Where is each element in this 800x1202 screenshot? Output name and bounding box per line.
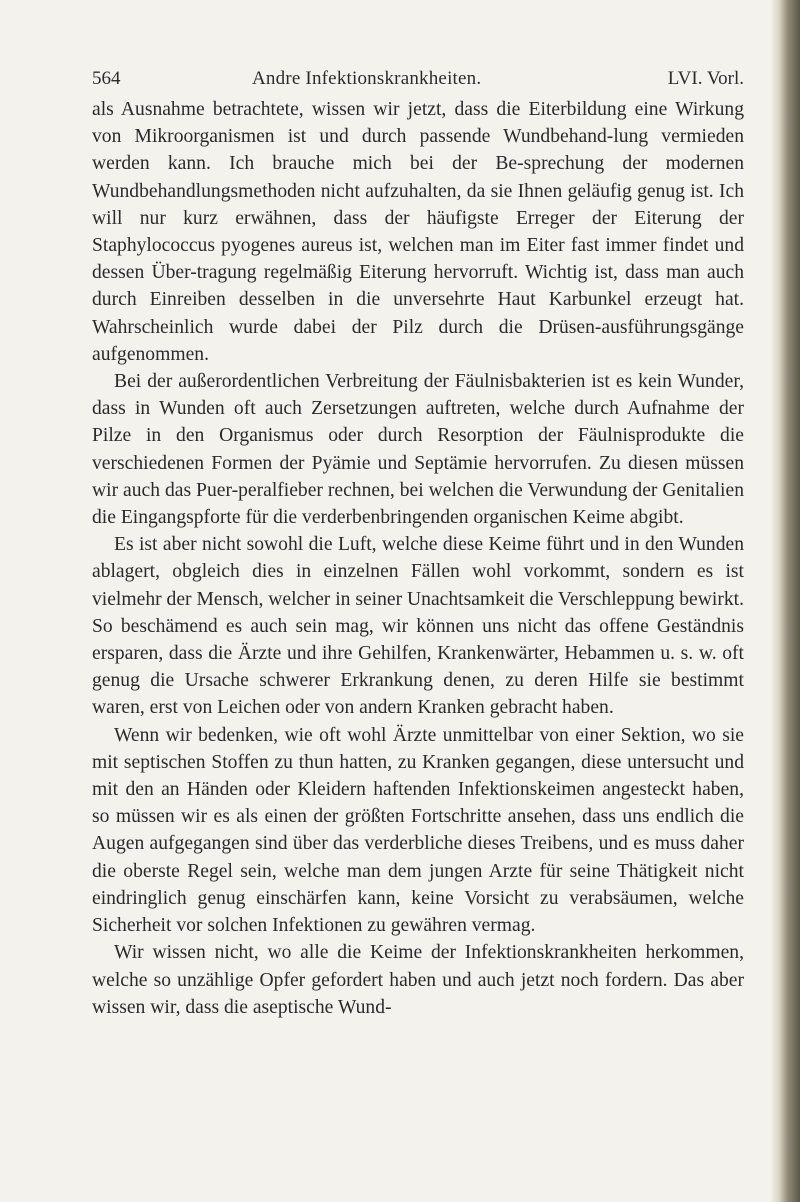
book-spine-shadow (770, 0, 800, 1202)
page-number: 564 (92, 68, 121, 89)
paragraph-5: Wir wissen nicht, wo alle die Keime der Infektionskrankheiten herkommen, welche so unzählige Opfer gefordert haben und auch jetzt noch fordern. Das aber wissen wir, dass die aseptische Wund- (92, 942, 744, 1018)
paragraph-2: Bei der außerordentlichen Verbreitung der Fäulnisbakterien ist es kein Wunder, dass in Wunden oft auch Zersetzungen auftreten, welche durch Aufnahme der Pilze in den Organismus oder durch Resorption der Fäulnisprodukte die verschiedenen Formen der Pyämie und Septämie hervorrufen. Zu diesen müssen wir auch das Puer-peralfieber rechnen, bei welchen die Verwundung der Genitalien die Eingangspforte für die verderbenbringenden organischen Keime abgibt. (92, 371, 744, 529)
running-header (92, 68, 744, 96)
paragraph-3: Es ist aber nicht sowohl die Luft, welche diese Keime führt und in den Wunden ablagert, obgleich dies in einzelnen Fällen wohl vorkommt, sondern es ist vielmehr der Mensch, welcher in seiner Unachtsamkeit die Verschleppung bewirkt. So beschämend es auch sein mag, wir können uns nicht das offene Geständnis ersparen, dass die Ärzte und ihre Gehilfen, Krankenwärter, Hebammen u. s. w. oft genug die Ursache schwerer Erkrankung denen, zu deren Hilfe sie bestimmt waren, erst von Leichen oder von andern Kranken gebracht haben. (92, 534, 745, 719)
lecture-number: LVI. Vorl. (667, 68, 744, 89)
body-text (92, 96, 744, 1021)
paragraph-1: als Ausnahme betrachtete, wissen wir jetzt, dass die Eiterbildung eine Wirkung von Mikroorganismen ist und durch passende Wundbehand-lung vermieden werden kann. Ich brauche mich bei der Be-sprechung der modernen Wundbehandlungsmethoden nicht aufzuhalten, da sie Ihnen geläufig genug ist. Ich will nur kurz erwähnen, dass der häufigste Erreger der Eiterung der Staphylococcus pyogenes aureus ist, welchen man im Eiter fast immer findet und dessen Über-tragung regelmäßig Eiterung hervorruft. Wichtig ist, dass man auch durch Einreiben desselben in die unversehrte Haut Karbunkel erzeugt hat. Wahrscheinlich wurde dabei der Pilz durch die Drüsen-ausführungsgänge aufgenommen. (92, 99, 744, 365)
chapter-title: Andre Infektionskrankheiten. (252, 68, 482, 89)
paragraph-4: Wenn wir bedenken, wie oft wohl Ärzte unmittelbar von einer Sektion, wo sie mit septischen Stoffen zu thun hatten, zu Kranken gegangen, diese untersucht und mit den an Händen oder Kleidern haftenden Infektionskeimen angesteckt haben, so müssen wir es als einen der größten Fortschritte ansehen, dass uns endlich die Augen aufgegangen sind über das verderbliche dieses Treibens, und es muss daher die oberste Regel sein, welche man dem jungen Arzte für seine Thätigkeit nicht eindringlich genug einschärfen kann, keine Vorsicht zu verabsäumen, welche Sicherheit vor solchen Infektionen zu gewähren vermag. (92, 724, 744, 937)
